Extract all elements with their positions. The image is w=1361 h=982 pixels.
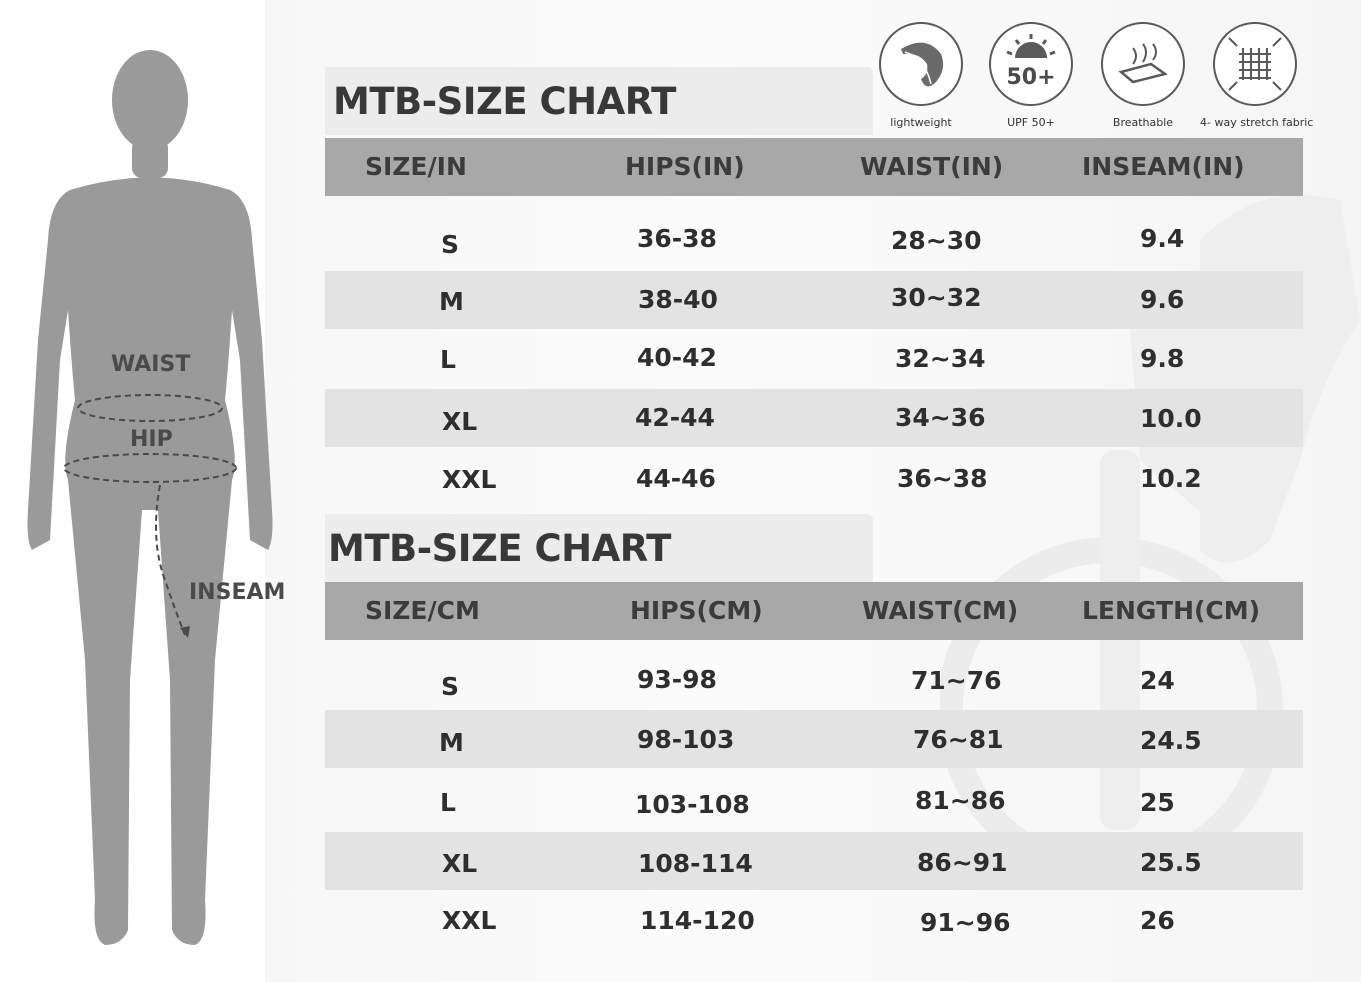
cell-hips: 38-40	[638, 285, 718, 314]
upf-badge: 50+	[1006, 65, 1056, 90]
header-length: LENGTH(CM)	[1082, 596, 1261, 625]
table-row	[325, 892, 1303, 950]
breathable-icon	[1103, 24, 1183, 104]
cell-size: M	[439, 728, 464, 757]
size-chart-in-title: MTB-SIZE CHART	[325, 67, 873, 135]
feature-upf	[976, 22, 1086, 129]
table-row	[325, 448, 1303, 506]
inseam-label: INSEAM	[189, 580, 286, 605]
header-waist: WAIST(CM)	[862, 596, 1019, 625]
cell-size: XL	[442, 407, 478, 436]
table-row	[325, 212, 1303, 270]
cell-waist: 81~86	[915, 786, 1006, 815]
size-chart-in-header	[325, 138, 1303, 196]
feature-label: lightweight	[890, 116, 952, 129]
cell-hips: 42-44	[635, 403, 715, 432]
cell-size: XXL	[442, 465, 497, 494]
cell-waist: 36~38	[897, 464, 988, 493]
cell-size: L	[440, 345, 456, 374]
table-row	[325, 389, 1303, 447]
cell-hips: 103-108	[635, 790, 750, 819]
cell-waist: 76~81	[913, 725, 1004, 754]
cell-size: L	[440, 788, 456, 817]
stretch-fabric-icon	[1215, 24, 1295, 104]
cell-size: S	[441, 230, 460, 259]
feature-stretch	[1200, 22, 1314, 129]
header-inseam: INSEAM(IN)	[1082, 152, 1245, 181]
feature-label: Breathable	[1112, 116, 1174, 129]
table-row	[325, 710, 1303, 768]
cell-inseam: 9.8	[1140, 344, 1185, 373]
size-chart-cm-title: MTB-SIZE CHART	[325, 514, 873, 582]
cell-inseam: 10.0	[1140, 404, 1202, 433]
cell-hips: 36-38	[637, 224, 717, 253]
cell-hips: 114-120	[640, 906, 755, 935]
cell-waist: 91~96	[920, 908, 1011, 937]
cell-hips: 98-103	[637, 725, 735, 754]
cell-length: 24.5	[1140, 726, 1202, 755]
cell-waist: 30~32	[891, 283, 982, 312]
feature-label: 4- way stretch fabric	[1200, 116, 1314, 129]
size-chart-cm-header	[325, 582, 1303, 640]
waist-label: WAIST	[111, 352, 191, 377]
feather-icon	[881, 24, 961, 104]
cell-length: 24	[1140, 666, 1175, 695]
cell-size: S	[441, 672, 460, 701]
sun-upf-icon	[991, 24, 1071, 104]
cell-inseam: 9.4	[1140, 224, 1185, 253]
cell-waist: 28~30	[891, 226, 982, 255]
cell-hips: 44-46	[636, 464, 716, 493]
cell-inseam: 9.6	[1140, 285, 1185, 314]
hip-label: HIP	[130, 427, 173, 452]
cell-waist: 32~34	[895, 344, 986, 373]
feature-label: UPF 50+	[1007, 116, 1055, 129]
feature-breathable	[1088, 22, 1198, 129]
header-hips: HIPS(CM)	[630, 596, 763, 625]
cell-waist: 34~36	[895, 403, 986, 432]
table-row	[325, 832, 1303, 890]
cell-inseam: 10.2	[1140, 464, 1202, 493]
cell-length: 25	[1140, 788, 1175, 817]
cell-length: 26	[1140, 906, 1175, 935]
cell-size: XXL	[442, 906, 497, 935]
feature-lightweight	[866, 22, 976, 129]
table-row	[325, 770, 1303, 828]
cell-size: M	[439, 287, 464, 316]
cell-length: 25.5	[1140, 848, 1202, 877]
table-row	[325, 652, 1303, 710]
header-size: SIZE/CM	[365, 596, 480, 625]
cell-hips: 93-98	[637, 665, 717, 694]
table-row	[325, 330, 1303, 388]
header-size: SIZE/IN	[365, 152, 467, 181]
header-hips: HIPS(IN)	[625, 152, 745, 181]
cell-hips: 108-114	[638, 849, 753, 878]
cell-waist: 71~76	[911, 666, 1002, 695]
cell-hips: 40-42	[637, 343, 717, 372]
cell-waist: 86~91	[917, 848, 1008, 877]
cell-size: XL	[442, 849, 478, 878]
table-row	[325, 271, 1303, 329]
body-silhouette-figure	[0, 40, 300, 960]
header-waist: WAIST(IN)	[860, 152, 1004, 181]
